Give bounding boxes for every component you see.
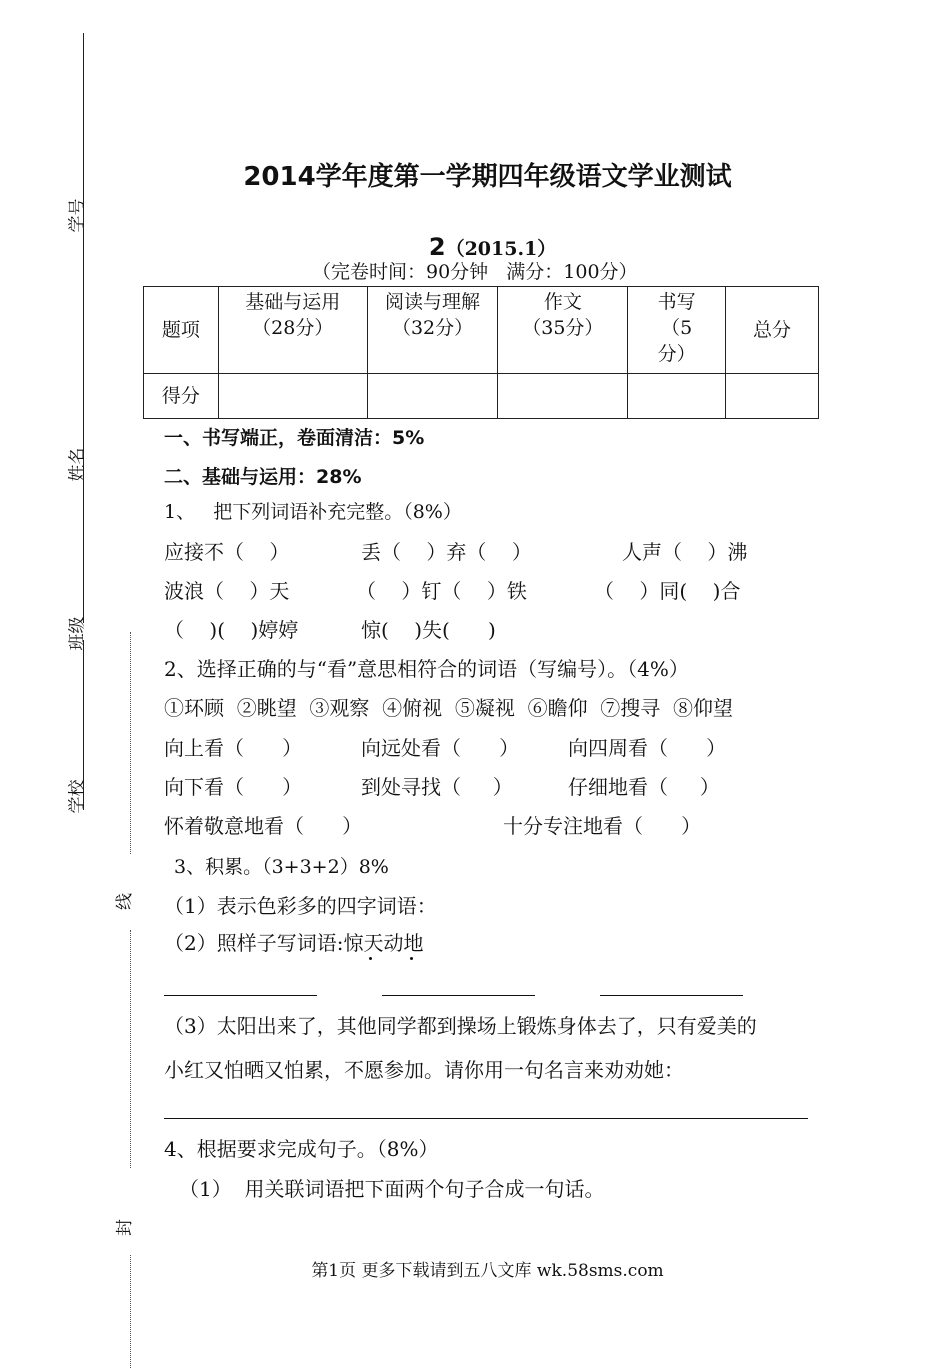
q3-sub3-line2: 小红又怕晒又怕累，不愿参加。请你用一句名言来劝劝她： xyxy=(164,1058,684,1082)
q2-item: 十分专注地看（ ） xyxy=(503,814,702,838)
subtitle-number: 2 xyxy=(428,233,446,261)
q2-item: 向上看（ ） xyxy=(164,736,303,760)
answer-blank-3[interactable] xyxy=(600,995,743,996)
seal-mark-line: 线 xyxy=(115,893,135,910)
q2-item: 向四周看（ ） xyxy=(568,736,727,760)
score-cell-total[interactable] xyxy=(726,374,819,419)
score-cell-composition[interactable] xyxy=(498,374,628,419)
subtitle-date: （2015.1） xyxy=(445,238,557,260)
emphasis-dot xyxy=(369,957,372,960)
q1-item: 惊( )失( ) xyxy=(361,618,496,642)
score-table-score-row xyxy=(144,374,819,419)
score-row-label: 得分 xyxy=(144,374,219,419)
section-2-heading: 二、基础与运用：28% xyxy=(164,466,362,488)
q2-item: 向下看（ ） xyxy=(164,775,303,799)
q2-item: 向远处看（ ） xyxy=(361,736,520,760)
q2-prompt: 2、选择正确的与“看”意思相符合的词语（写编号）。（4%） xyxy=(164,657,689,681)
q1-item: 丢（ ）弃（ ） xyxy=(361,540,532,564)
section-1-heading: 一、书写端正，卷面清洁：5% xyxy=(164,427,425,449)
header-writing: 书写 （5 分） xyxy=(628,287,726,374)
q1-item: 波浪（ ）天 xyxy=(164,579,290,603)
answer-blank-2[interactable] xyxy=(382,995,535,996)
seal-mark-seal: 封 xyxy=(115,1219,135,1236)
seal-line-dotted-2 xyxy=(130,930,131,1168)
header-composition: 作文 （35分） xyxy=(498,287,628,374)
q2-options: ①环顾 ②眺望 ③观察 ④俯视 ⑤凝视 ⑥瞻仰 ⑦搜寻 ⑧仰望 xyxy=(164,696,734,720)
header-item: 题项 xyxy=(144,287,219,374)
seal-line-dotted-1 xyxy=(130,632,131,854)
q4-prompt: 4、根据要求完成句子。（8%） xyxy=(164,1137,439,1161)
q2-item: 到处寻找（ ） xyxy=(361,775,513,799)
answer-blank-quote[interactable] xyxy=(164,1118,808,1119)
header-reading: 阅读与理解 （32分） xyxy=(367,287,498,374)
q3-prompt: 3、积累。（3+3+2）8% xyxy=(174,856,389,878)
answer-blank-1[interactable] xyxy=(164,995,317,996)
header-basics: 基础与运用 （28分） xyxy=(218,287,367,374)
class-label: 班级 xyxy=(67,616,88,651)
score-table xyxy=(143,286,819,419)
emphasis-dot xyxy=(410,957,413,960)
exam-subtitle xyxy=(0,214,950,261)
page-footer: 第1页 更多下载请到五八文库 wk.58sms.com xyxy=(311,1261,664,1281)
header-total: 总分 xyxy=(726,287,819,374)
q1-prompt: 1、 把下列词语补充完整。（8%） xyxy=(164,501,462,523)
exam-info: （完卷时间：90分钟 满分：100分） xyxy=(312,261,638,283)
q1-item: 应接不（ ） xyxy=(164,540,290,564)
margin-rule-top xyxy=(83,33,84,623)
q1-item: （ ）同( )合 xyxy=(594,579,741,603)
score-cell-reading[interactable] xyxy=(367,374,498,419)
q1-item: （ ）钉（ ）铁 xyxy=(356,579,527,603)
score-table-header-row xyxy=(144,287,819,374)
q3-sub3-line1: （3）太阳出来了，其他同学都到操场上锻炼身体去了，只有爱美的 xyxy=(164,1014,757,1038)
q1-item: 人声（ ）沸 xyxy=(622,540,748,564)
score-cell-writing[interactable] xyxy=(628,374,726,419)
name-label: 姓名 xyxy=(67,447,88,482)
q3-sub2: （2）照样子写词语:惊天动地 xyxy=(164,931,424,955)
q4-sub1: （1） 用关联词语把下面两个句子合成一句话。 xyxy=(179,1177,605,1201)
school-label: 学校 xyxy=(67,779,88,814)
student-number-label: 学号 xyxy=(67,198,88,233)
q3-sub1: （1）表示色彩多的四字词语： xyxy=(164,894,437,918)
q1-item: （ )( )婷婷 xyxy=(164,618,299,642)
score-cell-basics[interactable] xyxy=(218,374,367,419)
q2-item: 怀着敬意地看（ ） xyxy=(164,814,363,838)
q2-item: 仔细地看（ ） xyxy=(568,775,720,799)
exam-title: 2014学年度第一学期四年级语文学业测试 xyxy=(243,162,732,192)
